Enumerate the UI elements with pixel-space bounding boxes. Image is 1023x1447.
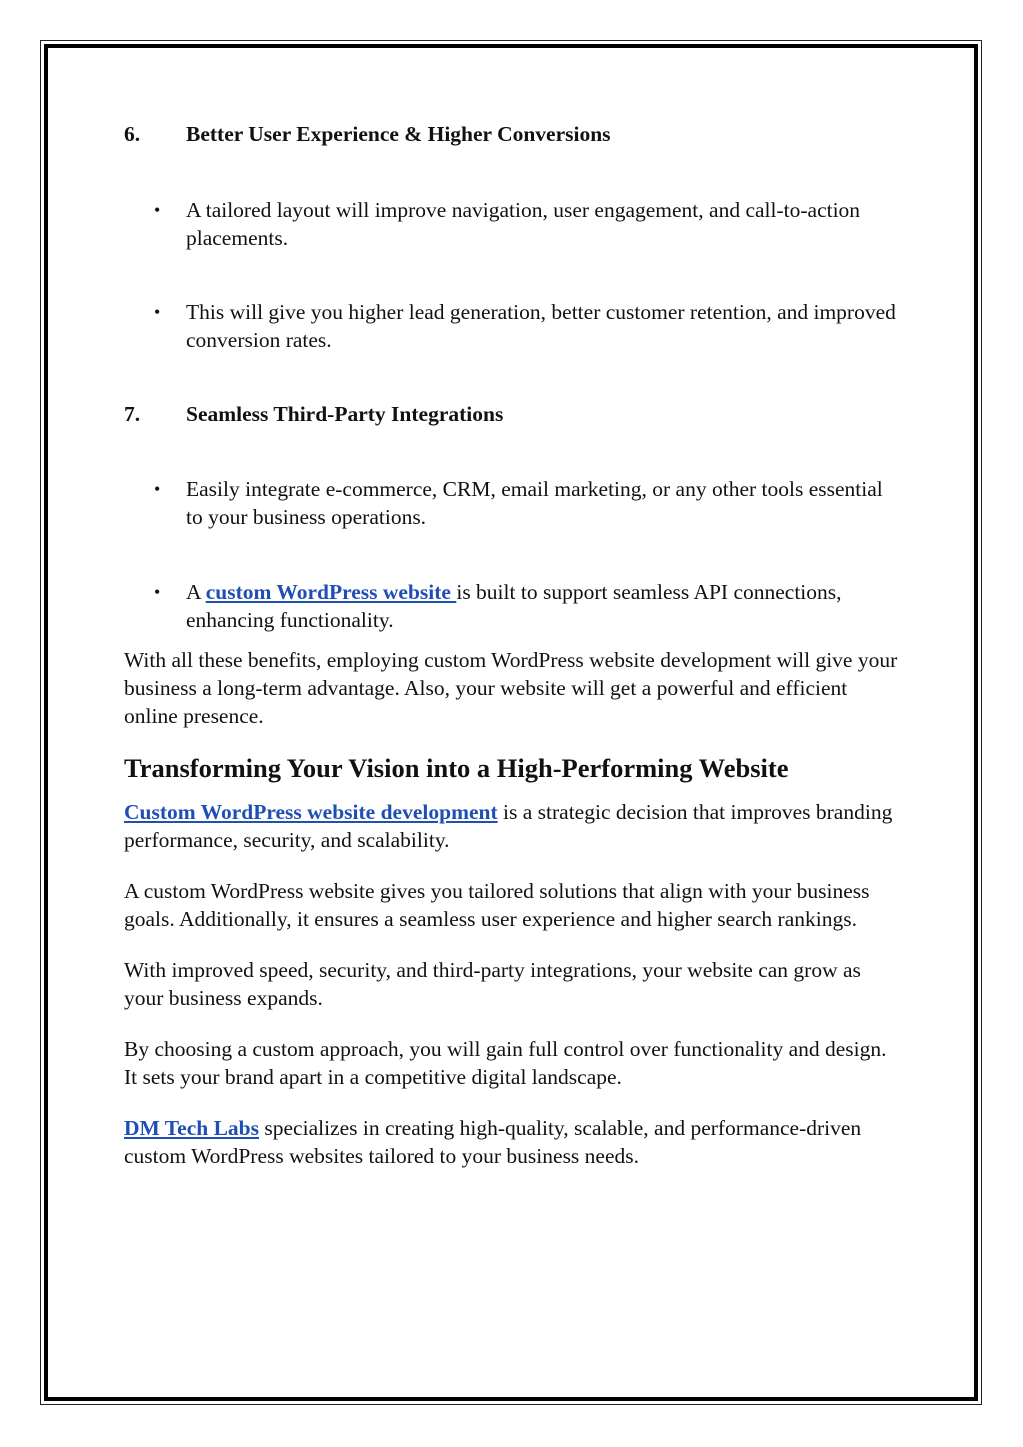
bullet-text: Easily integrate e-commerce, CRM, email marketing, or any other tools essential to your business operations. — [186, 477, 883, 529]
paragraph-5-text: specializes in creating high-quality, scalable, and performance-driven custom WordPress websites tailored to your business needs. — [124, 1116, 862, 1168]
paragraph-2: A custom WordPress website gives you tailored solutions that align with your business goals. Additionally, it ensures a seamless user experience and higher search rankings. — [124, 879, 870, 931]
paragraph-5 — [124, 1114, 904, 1170]
custom-wordpress-development-link[interactable]: Custom WordPress website development — [124, 800, 498, 824]
bullet-item — [124, 196, 904, 252]
bullet-dot-icon: • — [154, 200, 161, 220]
bullet-prefix: A — [186, 580, 206, 604]
paragraph-1-text: is a strategic decision that improves branding performance, security, and scalability. — [124, 800, 893, 852]
section-7-number: 7. — [124, 402, 141, 426]
section-6-heading — [124, 120, 904, 148]
section-7-heading — [124, 400, 904, 428]
section-7-title: Seamless Third-Party Integrations — [186, 402, 504, 426]
bullet-dot-icon: • — [154, 302, 161, 322]
custom-wordpress-website-link[interactable]: custom WordPress website — [205, 580, 457, 604]
bullet-suffix: is built to support seamless API connections, enhancing functionality. — [186, 580, 842, 632]
bullet-dot-icon: • — [154, 582, 161, 602]
section-6-title: Better User Experience & Higher Conversions — [186, 122, 611, 146]
paragraph-1 — [124, 798, 904, 854]
bullet-dot-icon: • — [154, 479, 161, 499]
dm-tech-labs-link[interactable]: DM Tech Labs — [124, 1116, 260, 1140]
bullet-item — [124, 578, 904, 634]
bullet-text: A tailored layout will improve navigation, user engagement, and call-to-action placements. — [186, 198, 861, 250]
paragraph-3: With improved speed, security, and third-party integrations, your website can grow as your business expands. — [124, 958, 861, 1010]
bullet-text: This will give you higher lead generation, better customer retention, and improved conversion rates. — [186, 300, 896, 352]
paragraph-4: By choosing a custom approach, you will gain full control over functionality and design. It sets your brand apart in a competitive digital landscape. — [124, 1037, 887, 1089]
bullet-item — [124, 298, 904, 354]
bullet-item — [124, 475, 904, 531]
section-heading: Transforming Your Vision into a High-Performing Website — [124, 753, 789, 783]
summary-paragraph: With all these benefits, employing custom WordPress website development will give your business a long-term advantage. Also, your website will get a powerful and efficient online presence. — [124, 648, 898, 728]
document-body — [124, 120, 904, 1170]
section-6-number: 6. — [124, 122, 141, 146]
